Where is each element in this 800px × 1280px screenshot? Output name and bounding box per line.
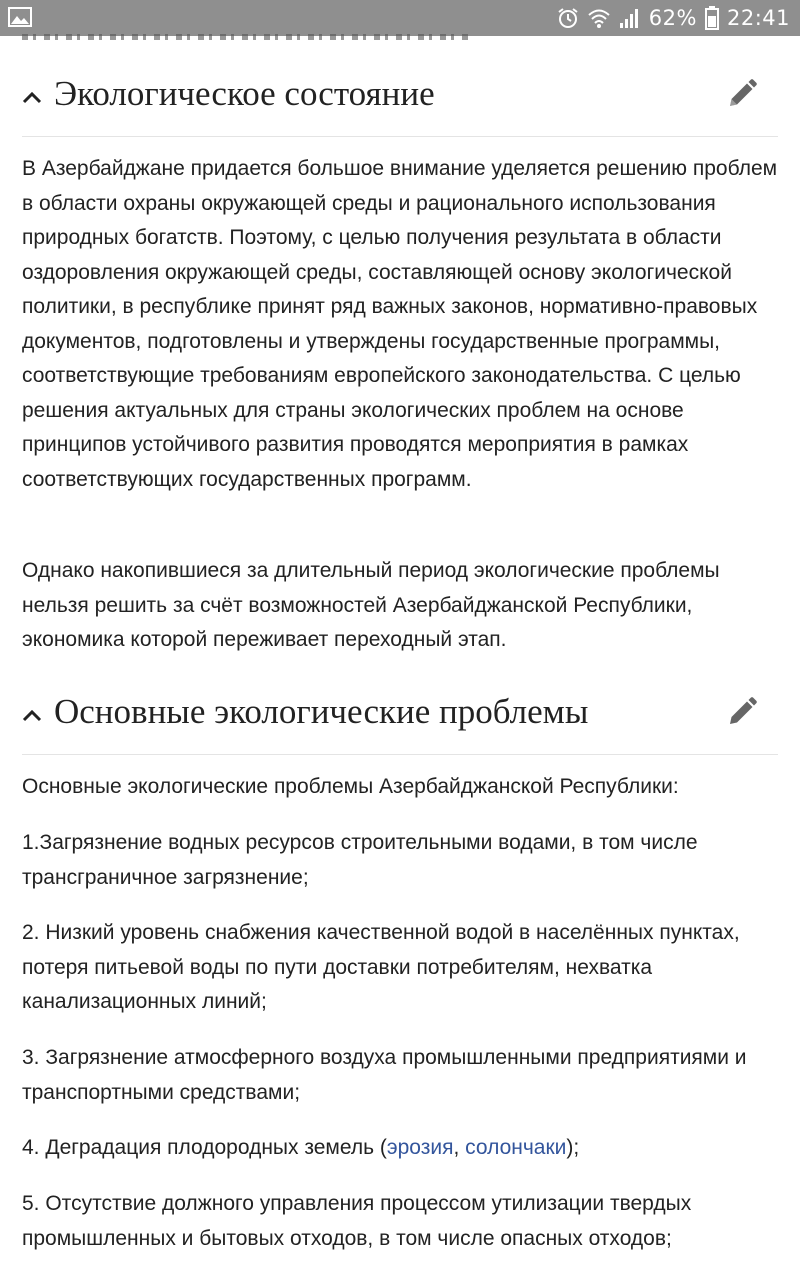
list-item: 3. Загрязнение атмосферного воздуха промышленными предприятиями и транспортными средствами; [22,1046,747,1104]
paragraph-intro: Основные экологические проблемы Азербайджанской Республики: [22,775,679,798]
previous-text-fragment [22,34,472,40]
signal-icon [619,7,641,29]
chevron-up-icon[interactable] [22,90,42,104]
paragraph: В Азербайджане придается большое внимание уделяется решению проблем в области охраны окружающей среды и рационального использования природных богатств. Поэтому, с целью получения результата в области оздоровления окружающей среды, составляющей основу экологической политики, в республике принят ряд важных законов, нормативно-правовых документов, подготовлены и утверждены государственные программы, соответствующие требованиям европейского законодательства. С целью решения актуальных для страны экологических проблем на основе принципов устойчивого развития проводятся мероприятия в рамках соответствующих государственных программ. [22,157,778,491]
link-solonchaks[interactable]: солончаки [465,1136,567,1159]
section-title: Основные экологические проблемы [54,692,589,731]
link-erosion[interactable]: эрозия [386,1136,454,1159]
gallery-icon [8,7,32,27]
wifi-icon [587,7,611,29]
list-item: 5. Отсутствие должного управления процессом утилизации твердых промышленных и бытовых отходов, в том числе опасных отходов; [22,1192,692,1250]
battery-icon [705,6,719,30]
battery-percent: 62% [648,6,697,30]
list-item: 2. Низкий уровень снабжения качественной водой в населённых пунктах, потеря питьевой воды по пути доставки потребителям, нехватка канализационных линий; [22,921,740,1013]
section-title: Экологическое состояние [54,74,435,113]
edit-pencil-icon[interactable] [726,78,758,110]
alarm-icon [557,7,579,29]
list-item [22,1131,782,1166]
list-item-text: ); [566,1136,580,1159]
list-item: 1.Загрязнение водных ресурсов строительными водами, в том числе трансграничное загрязнение; [22,831,698,889]
list-item-text: 4. Деградация плодородных земель ( [22,1136,387,1159]
clock: 22:41 [726,6,790,30]
status-bar [0,0,800,36]
list-item-separator: , [453,1136,466,1159]
section-header-ecological-state[interactable] [22,66,778,137]
edit-pencil-icon[interactable] [726,696,758,728]
paragraph: Однако накопившиеся за длительный период экологические проблемы нельзя решить за счёт возможностей Азербайджанской Республики, экономика которой переживает переходный этап. [22,559,720,651]
chevron-up-icon[interactable] [22,708,42,722]
section-header-main-problems[interactable] [22,684,778,755]
